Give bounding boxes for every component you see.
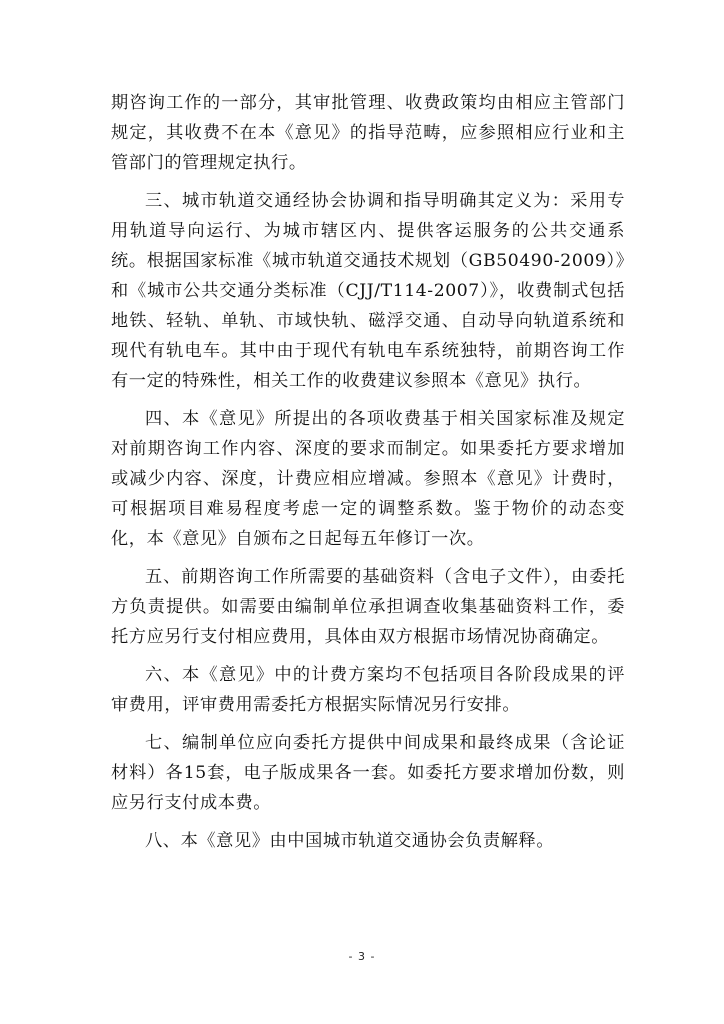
paragraph-item-8: 八、本《意见》由中国城市轨道交通协会负责解释。 xyxy=(145,831,555,851)
page-number: - 3 - xyxy=(348,950,376,963)
paragraph-item-4: 四、本《意见》所提出的各项收费基于相关国家标准及规定对前期咨询工作内容、深度的要求而制定。如果委托方要求增加或减少内容、深度，计费应相应增减。参照本《意见》计费时，可根据项目难易程度考虑一定的调整系数。鉴于物价的动态变化，本《意见》自颁布之日起每五年修订一次。 xyxy=(111,409,625,549)
paragraph-item-3: 三、城市轨道交通经协会协调和指导明确其定义为：采用专用轨道导向运行、为城市辖区内、提供客运服务的公共交通系统。根据国家标准《城市轨道交通技术规划（GB50490-2009）》和《城市公共交通分类标准（CJJ/T114-2007）》，收费制式包括地铁、轻轨、单轨、市域快轨、磁浮交通、自动导向轨道系统和现代有轨电车。其中由于现代有轨电车系统独特，前期咨询工作有一定的特殊性，相关工作的收费建议参照本《意见》执行。 xyxy=(111,191,625,391)
document-body xyxy=(111,88,625,856)
paragraph-continuation: 期咨询工作的一部分，其审批管理、收费政策均由相应主管部门规定，其收费不在本《意见》的指导范畴，应参照相应行业和主管部门的管理规定执行。 xyxy=(111,93,625,173)
paragraph-item-6: 六、本《意见》中的计费方案均不包括项目各阶段成果的评审费用，评审费用需委托方根据实际情况另行安排。 xyxy=(111,665,625,715)
paragraph-item-5: 五、前期咨询工作所需要的基础资料（含电子文件），由委托方负责提供。如需要由编制单位承担调查收集基础资料工作，委托方应另行支付相应费用，具体由双方根据市场情况协商确定。 xyxy=(111,567,625,647)
paragraph-item-7: 七、编制单位应向委托方提供中间成果和最终成果（含论证材料）各15套，电子版成果各一套。如委托方要求增加份数，则应另行支付成本费。 xyxy=(111,733,625,813)
